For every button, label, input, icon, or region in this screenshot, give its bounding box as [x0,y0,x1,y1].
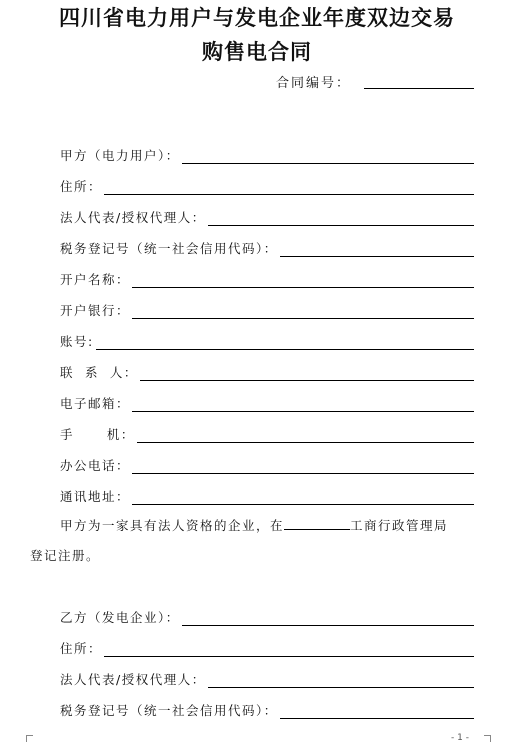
party-a-mobile-row [60,423,474,443]
party-b-tax-id-label: 税务登记号（统一社会信用代码）： [60,703,278,718]
party-a-mailing-address-blank[interactable] [132,490,474,505]
document-title-line-1: 四川省电力用户与发电企业年度双边交易 [59,6,455,30]
party-a-email-row [60,392,474,412]
party-a-mobile-blank[interactable] [137,428,474,443]
contract-number-blank[interactable] [364,88,474,89]
party-b-tax-id-row [60,699,474,719]
party-a-legal-rep-label: 法人代表/授权代理人： [60,210,206,225]
page-corner-mark-left [26,735,33,742]
party-a-tax-id-blank[interactable] [280,242,474,257]
party-a-tax-id-label: 税务登记号（统一社会信用代码）： [60,241,278,256]
party-a-email-label: 电子邮箱： [60,396,131,411]
party-a-statement [60,516,448,534]
party-b-legal-rep-blank[interactable] [208,673,474,688]
party-a-account-name-blank[interactable] [132,273,474,288]
party-a-contact-blank[interactable] [140,366,474,381]
page-corner-mark-right [484,735,491,742]
party-a-mailing-address-label: 通讯地址： [60,489,131,504]
party-a-name-row [60,144,474,164]
page-number: - 1 - [451,733,469,743]
party-a-statement-part1: 甲方为一家具有法人资格的企业，在 [60,518,285,533]
party-b-name-blank[interactable] [182,611,474,626]
party-a-account-no-label: 账号: [60,334,94,349]
party-a-statement-line2: 登记注册。 [30,548,101,563]
party-a-account-no-row [60,330,474,350]
party-a-account-name-label: 开户名称： [60,272,131,287]
party-a-legal-rep-blank[interactable] [208,211,474,226]
party-b-address-row [60,637,474,657]
party-a-account-no-blank[interactable] [96,335,474,350]
party-a-contact-row [60,361,474,381]
party-a-bank-blank[interactable] [132,304,474,319]
party-a-bank-row [60,299,474,319]
party-a-address-row [60,175,474,195]
party-a-email-blank[interactable] [132,397,474,412]
party-a-name-label: 甲方（电力用户）： [60,148,180,163]
party-a-account-name-row [60,268,474,288]
contract-number-label: 合同编号： [276,76,352,91]
party-b-name-row [60,606,474,626]
party-a-contact-label: 联 系 人： [60,365,138,380]
contract-number-field [276,72,351,91]
party-b-address-label: 住所： [60,641,103,656]
registration-authority-blank[interactable] [284,517,350,530]
party-a-tax-id-row [60,237,474,257]
party-a-office-phone-row [60,454,474,474]
party-a-address-label: 住所： [60,179,103,194]
party-b-name-label: 乙方（发电企业）： [60,610,180,625]
party-a-address-blank[interactable] [104,180,474,195]
party-a-name-blank[interactable] [182,149,474,164]
party-a-bank-label: 开户银行： [60,303,131,318]
party-b-legal-rep-row [60,668,474,688]
party-a-mobile-label: 手 机： [60,427,135,442]
party-a-legal-rep-row [60,206,474,226]
document-title-line-2: 购售电合同 [202,40,312,64]
party-b-tax-id-blank[interactable] [280,704,474,719]
party-a-mailing-address-row [60,485,474,505]
party-a-statement-part2: 工商行政管理局 [350,518,449,533]
party-a-office-phone-label: 办公电话： [60,458,131,473]
party-b-address-blank[interactable] [104,642,474,657]
party-b-legal-rep-label: 法人代表/授权代理人： [60,672,206,687]
party-a-office-phone-blank[interactable] [132,459,474,474]
